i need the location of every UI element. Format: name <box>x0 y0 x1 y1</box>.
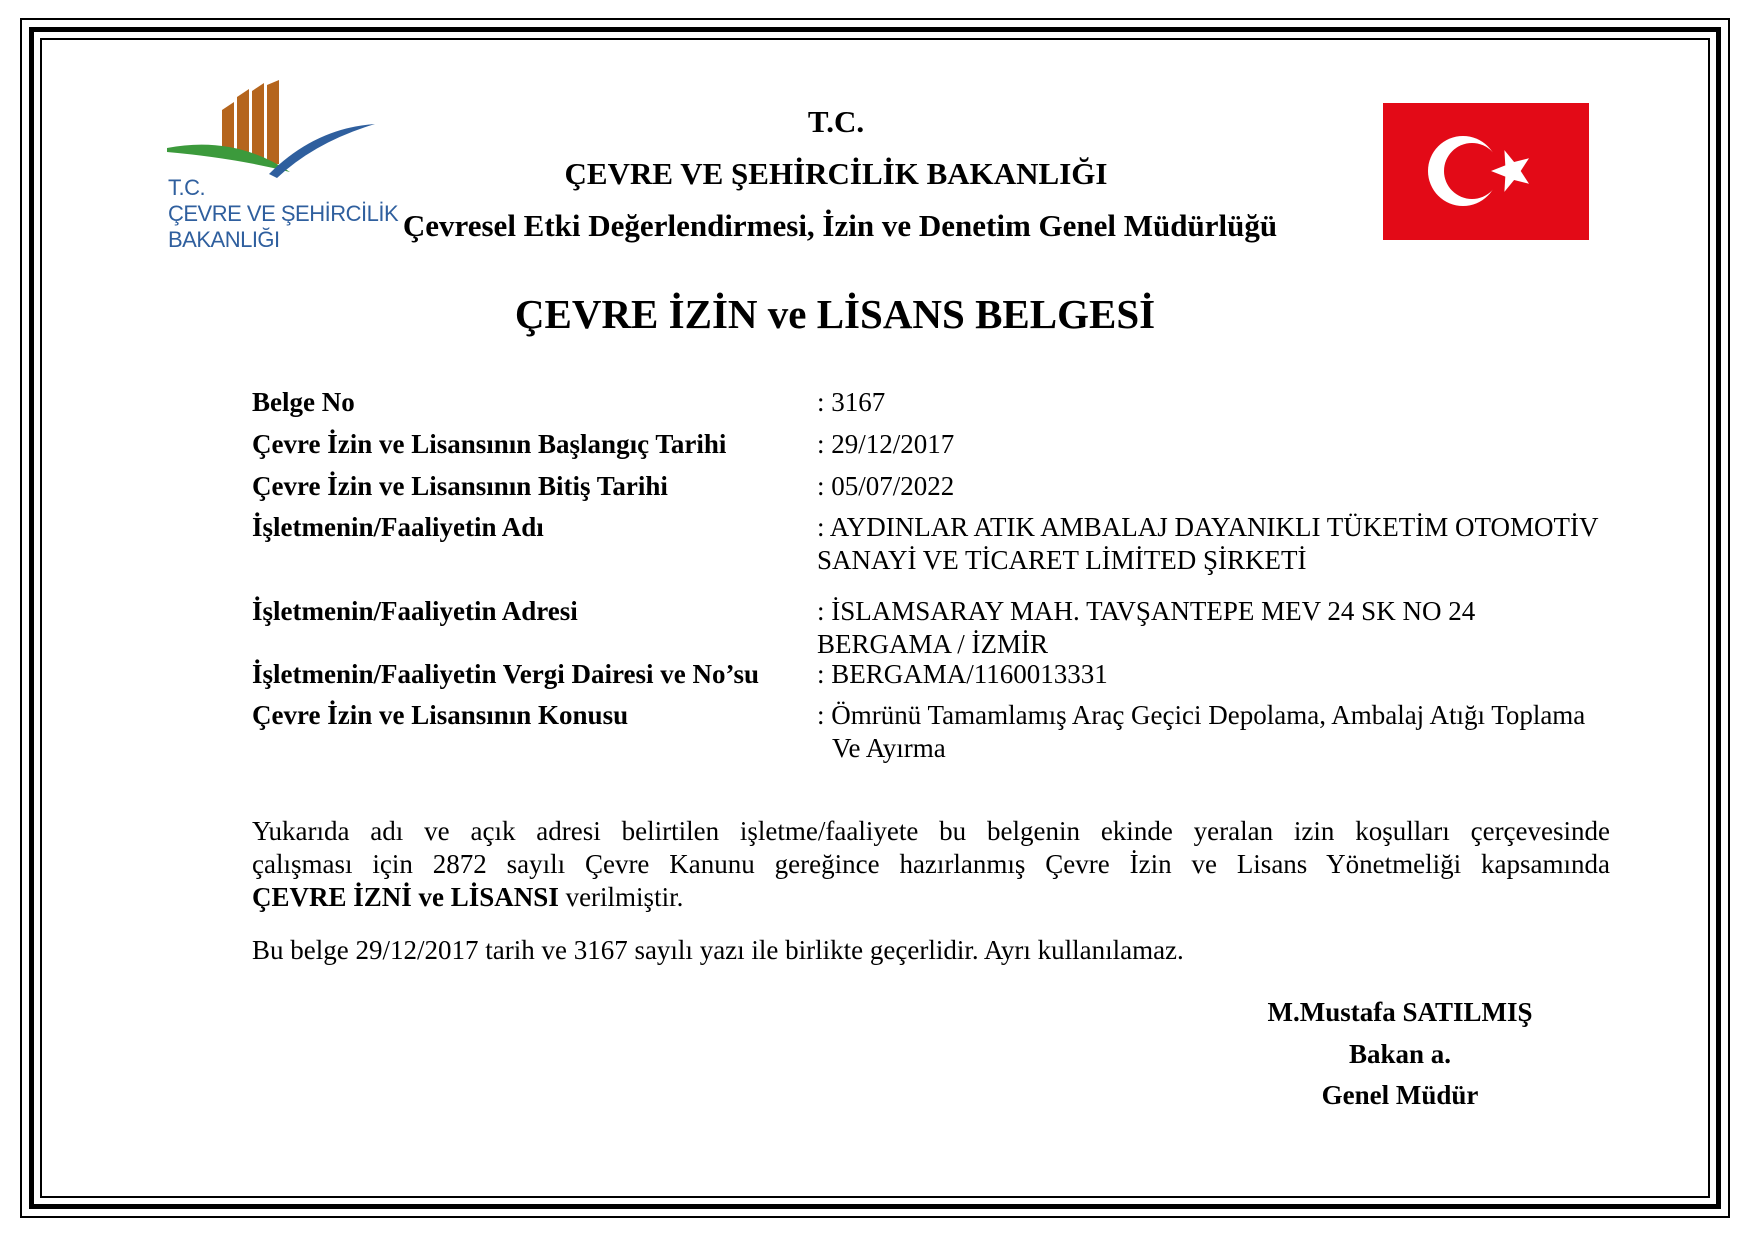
logo-text-ministry: ÇEVRE VE ŞEHİRCİLİK <box>168 201 399 226</box>
body-paragraph-line-2: çalışması için 2872 sayılı Çevre Kanunu gereğince hazırlanmış Çevre İzin ve Lisans Yönetmeliği kapsamında <box>252 849 1610 879</box>
field-value-address-cont: BERGAMA / İZMİR <box>817 629 1049 659</box>
header-ministry: ÇEVRE VE ŞEHİRCİLİK BAKANLIĞI <box>564 156 1108 191</box>
field-value-subject-cont: Ve Ayırma <box>832 733 946 763</box>
header-tc: T.C. <box>807 104 865 139</box>
body-paragraph-line-3 <box>252 881 683 914</box>
logo-graphic-icon <box>165 80 380 190</box>
field-label-address: İşletmenin/Faaliyetin Adresi <box>252 596 578 626</box>
field-value-end-date: : 05/07/2022 <box>817 471 955 501</box>
signatory-name: M.Mustafa SATILMIŞ <box>1267 997 1533 1027</box>
field-value-company-name-cont: SANAYİ VE TİCARET LİMİTED ŞİRKETİ <box>817 545 1307 575</box>
ministry-logo <box>165 80 399 260</box>
field-value-company-name: : AYDINLAR ATIK AMBALAJ DAYANIKLI TÜKETİM OTOMOTİV <box>817 512 1599 542</box>
field-label-tax-office: İşletmenin/Faaliyetin Vergi Dairesi ve No’su <box>252 659 759 689</box>
field-label-end-date: Çevre İzin ve Lisansının Bitiş Tarihi <box>252 471 668 501</box>
permit-name-bold: ÇEVRE İZNİ ve LİSANSI <box>252 882 559 912</box>
turkish-flag-icon <box>1383 103 1589 240</box>
field-label-start-date: Çevre İzin ve Lisansının Başlangıç Tarihi <box>252 429 727 459</box>
validity-statement: Bu belge 29/12/2017 tarih ve 3167 sayılı yazı ile birlikte geçerlidir. Ayrı kullanılamaz. <box>252 935 1184 965</box>
signatory-position: Genel Müdür <box>1321 1080 1479 1110</box>
document-title: ÇEVRE İZİN ve LİSANS BELGESİ <box>514 291 1156 337</box>
field-value-tax-office: : BERGAMA/1160013331 <box>817 659 1108 689</box>
logo-text-tc: T.C. <box>168 175 206 200</box>
field-value-start-date: : 29/12/2017 <box>817 429 955 459</box>
field-value-address: : İSLAMSARAY MAH. TAVŞANTEPE MEV 24 SK NO 24 <box>817 596 1476 626</box>
body-paragraph-line-1: Yukarıda adı ve açık adresi belirtilen işletme/faaliyete bu belgenin ekinde yeralan izin koşulları çerçevesinde <box>252 816 1610 846</box>
field-value-belge-no: : 3167 <box>817 387 886 417</box>
logo-text-bakanlik: BAKANLIĞI <box>168 227 280 252</box>
body-paragraph-line-3-rest: verilmiştir. <box>558 882 684 912</box>
header-directorate: Çevresel Etki Değerlendirmesi, İzin ve Denetim Genel Müdürlüğü <box>402 208 1278 243</box>
field-value-subject: : Ömrünü Tamamlamış Araç Geçici Depolama, Ambalaj Atığı Toplama <box>817 700 1586 730</box>
field-label-subject: Çevre İzin ve Lisansının Konusu <box>252 700 629 730</box>
signatory-on-behalf: Bakan a. <box>1348 1039 1452 1069</box>
field-label-company-name: İşletmenin/Faaliyetin Adı <box>252 512 544 542</box>
field-label-belge-no: Belge No <box>252 387 355 417</box>
